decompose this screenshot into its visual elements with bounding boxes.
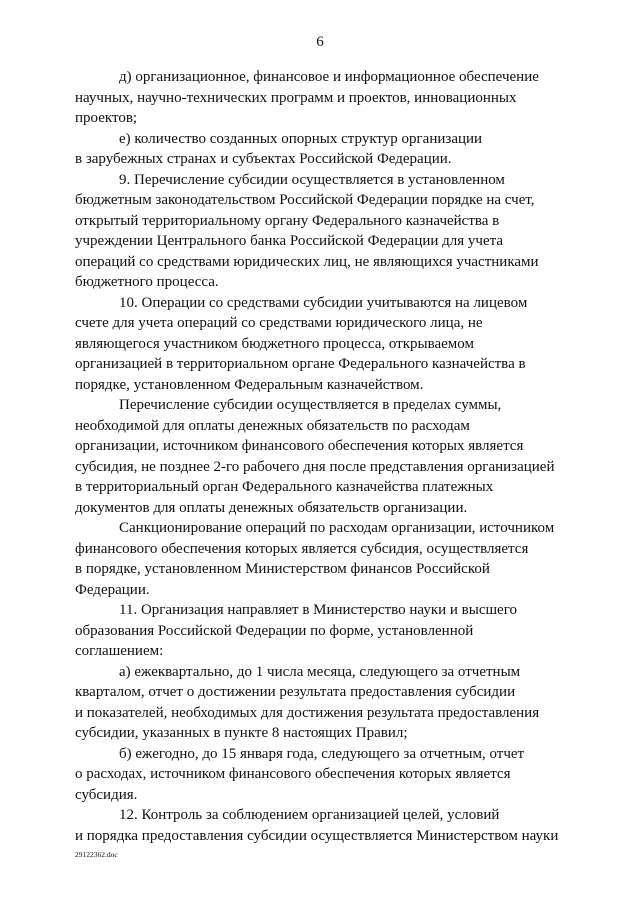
paragraph-subsidy-limits: Перечисление субсидии осуществляется в пределах суммы, необходимой для оплаты денежных обязательств по расходам организации, источником финансового обеспечения которых является субсидия, не позднее 2-го рабочего дня после представления организацией в территориальный орган Федерального казначейства платежных документов для оплаты денежных обязательств организации. — [75, 397, 555, 516]
paragraph-11-reporting: 11. Организация направляет в Министерство науки и высшего образования Российской Федерации по форме, установленной соглашением: — [75, 602, 517, 659]
paragraph-a-quarterly-report: а) ежеквартально, до 1 числа месяца, следующего за отчетным кварталом, отчет о достижении результата предоставления субсидии и показателей, необходимых для достижения результата предоставления субсидии, указанных в пункте 8 настоящих Правил; — [75, 663, 540, 741]
document-body — [75, 67, 564, 846]
paragraph-9-subsidy-transfer: 9. Перечисление субсидии осуществляется в установленном бюджетным законодательством Российской Федерации порядке на счет, открытый территориальному органу Федерального казначейства в учреждении Центрального банка Российской Федерации для учета операций со средствами юридических лиц, не являющихся участниками бюджетного процесса. — [75, 171, 539, 290]
paragraph-e-support-structures: е) количество созданных опорных структур организации в зарубежных странах и субъектах Российской Федерации. — [75, 130, 483, 167]
paragraph-d-organizational-support: д) организационное, финансовое и информационное обеспечение научных, научно-технических программ и проектов, инновационных проектов; — [75, 69, 539, 126]
paragraph-10-operations-account: 10. Операции со средствами субсидии учитываются на лицевом счете для учета операций со средствами юридического лица, не являющегося участником бюджетного процесса, открываемом организацией в территориальном органе Федерального казначейства в порядке, установленном Федеральным казначейством. — [75, 294, 528, 393]
paragraph-b-annual-report: б) ежегодно, до 15 января года, следующего за отчетным, отчет о расходах, источником финансового обеспечения которых является субсидия. — [75, 745, 525, 803]
document-file-code: 29122362.doc — [75, 850, 118, 859]
paragraph-12-control: 12. Контроль за соблюдением организацией целей, условий и порядка предоставления субсидии осуществляется Министерством науки — [75, 807, 559, 844]
page-number: 6 — [316, 34, 324, 50]
paragraph-authorization-of-operations: Санкционирование операций по расходам организации, источником финансового обеспечения которых является субсидия, осуществляется в порядке, установленном Министерством финансов Российской Федерации. — [75, 520, 555, 598]
